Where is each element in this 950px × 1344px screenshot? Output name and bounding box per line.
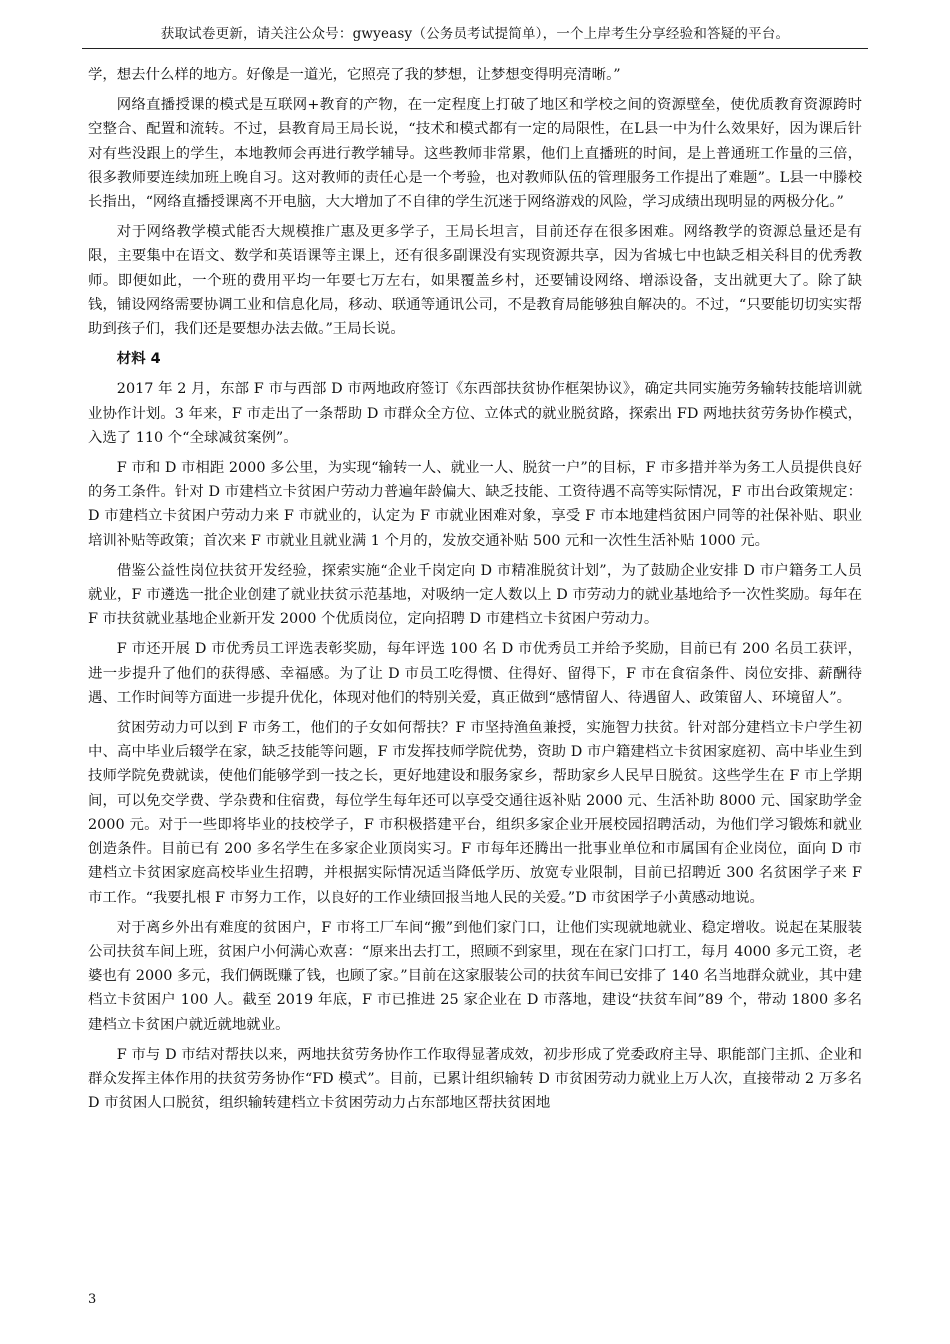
paragraph: F 市和 D 市相距 2000 多公里，为实现“输转一人、就业一人、脱贫一户”的目标，F 市多措并举为务工人员提供良好的务工条件。针对 D 市建档立卡贫困户劳动力普遍年龄偏大、缺乏技能、工资待遇不高等实际情况，F 市出台政策规定：D 市建档立卡贫困户劳动力来 F 市就业的，认定为 F 市就业困难对象，享受 F 市本地建档贫困户同等的社保补贴、职业培训补贴等政策；首次来 F 市就业且就业满 1 个月的，发放交通补贴 500 元和一次性生活补贴 1000 元。 bbox=[88, 460, 862, 549]
page-header: 获取试卷更新，请关注公众号：gwyeasy（公务员考试提简单），一个上岸考生分享经验和答疑的平台。 bbox=[160, 26, 790, 42]
paragraph: 网络直播授课的模式是互联网+教育的产物，在一定程度上打破了地区和学校之间的资源壁垒，使优质教育资源跨时空整合、配置和流转。不过，县教育局王局长说，“技术和模式都有一定的局限性，在L县一中为什么效果好，因为课后针对有些没跟上的学生，本地教师会再进行教学辅导。这些教师非常累，他们上直播班的时间，是上普通班工作量的三倍，很多教师要连续加班上晚自习。这对教师的责任心是一个考验，也对教师队伍的管理服务工作提出了难题”。L县一中滕校长指出，“网络直播授课离不开电脑，大大增加了不自律的学生沉迷于网络游戏的风险，学习成绩出现明显的两极分化。” bbox=[88, 97, 862, 211]
paragraph: F 市还开展 D 市优秀员工评选表彰奖励，每年评选 100 名 D 市优秀员工并给予奖励，目前已有 200 名员工获评，进一步提升了他们的获得感、幸福感。为了让 D 市员工吃得惯、住得好、留得下，F 市在食宿条件、岗位安排、薪酬待遇、工作时间等方面进一步提升优化，体现对他们的特别关爱，真正做到“感情留人、待遇留人、政策留人、环境留人”。 bbox=[88, 641, 862, 706]
header-divider bbox=[82, 48, 868, 49]
paragraph: 2017 年 2 月，东部 F 市与西部 D 市两地政府签订《东西部扶贫协作框架协议》，确定共同实施劳务输转技能培训就业协作计划。3 年来，F 市走出了一条帮助 D 市群众全方位、立体式的就业脱贫路，探索出 FD 两地扶贫劳务协作模式，入选了 110 个“全球减贫案例”。 bbox=[88, 381, 862, 446]
paragraph: 贫困劳动力可以到 F 市务工，他们的子女如何帮扶？F 市坚持渔鱼兼授，实施智力扶贫。针对部分建档立卡户学生初中、高中毕业后辍学在家，缺乏技能等问题，F 市发挥技师学院优势，资助 D 市户籍建档立卡贫困家庭初、高中毕业生到技师学院免费就读，使他们能够学到一技之长，更好地建设和服务家乡，帮助家乡人民早日脱贫。这些学生在 F 市上学期间，可以免交学费、学杂费和住宿费，每位学生每年还可以享受交通往返补贴 2000 元、生活补助 8000 元、国家助学金 2000 元。对于一些即将毕业的技校学子，F 市积极搭建平台，组织多家企业开展校园招聘活动，为他们学习锻炼和就业创造条件。目前已有 200 多名学生在多家企业顶岗实习。F 市每年还腾出一批事业单位和市属国有企业岗位，面向 D 市建档立卡贫困家庭高校毕业生招聘，并根据实际情况适当降低学历、放宽专业限制，目前已招聘近 300 名贫困学子来 F 市工作。“我要扎根 F 市努力工作，以良好的工作业绩回报当地人民的关爱。”D 市贫困学子小黄感动地说。 bbox=[88, 720, 862, 906]
paragraph: 学，想去什么样的地方。好像是一道光，它照亮了我的梦想，让梦想变得明亮清晰。” bbox=[88, 67, 621, 83]
document-body bbox=[88, 63, 862, 1121]
paragraph: 借鉴公益性岗位扶贫开发经验，探索实施“企业千岗定向 D 市精准脱贫计划”，为了鼓励企业安排 D 市户籍务工人员就业，F 市遴选一批企业创建了就业扶贫示范基地，对吸纳一定人数以上 D 市劳动力的就业基地给予一次性奖励。每年在 F 市扶贫就业基地企业新开发 2000 个优质岗位，定向招聘 D 市建档立卡贫困户劳动力。 bbox=[88, 562, 862, 628]
paragraph: 对于网络教学模式能否大规模推广惠及更多学子，王局长坦言，目前还存在很多困难。网络教学的资源总量还是有限，主要集中在语文、数学和英语课等主课上，还有很多副课没有实现资源共享，因为省城七中也缺乏相关科目的优秀教师。即便如此，一个班的费用平均一年要七万左右，如果覆盖乡村，还要铺设网络、增添设备，支出就更大了。除了缺钱，铺设网络需要协调工业和信息化局，移动、联通等通讯公司，不是教育局能够独自解决的。不过，“只要能切切实实帮助到孩子们，我们还是要想办法去做。”王局长说。 bbox=[88, 224, 862, 338]
page-number: 3 bbox=[88, 1292, 97, 1307]
section-heading: 材料 4 bbox=[116, 351, 161, 368]
paragraph: F 市与 D 市结对帮扶以来，两地扶贫劳务协作工作取得显著成效，初步形成了党委政府主导、职能部门主抓、企业和群众发挥主体作用的扶贫劳务协作“FD 模式”。目前，已累计组织输转 D 市贫困劳动力就业上万人次，直接带动 2 万多名 D 市贫困人口脱贫，组织输转建档立卡贫困劳动力占东部地区帮扶贫困地 bbox=[88, 1046, 862, 1112]
paragraph: 对于离乡外出有难度的贫困户，F 市将工厂车间“搬”到他们家门口，让他们实现就地就业、稳定增收。说起在某服装公司扶贫车间上班，贫困户小何满心欢喜：“原来出去打工，照顾不到家里，现在在家门口打工，每月 4000 多元工资，老婆也有 2000 多元，我们俩既赚了钱，也顾了家。”目前在这家服装公司的扶贫车间已安排了 140 名当地群众就业，其中建档立卡贫困户 100 人。截至 2019 年底，F 市已推进 25 家企业在 D 市落地，建设“扶贫车间”89 个，带动 1800 多名建档立卡贫困户就近就地就业。 bbox=[88, 919, 862, 1033]
